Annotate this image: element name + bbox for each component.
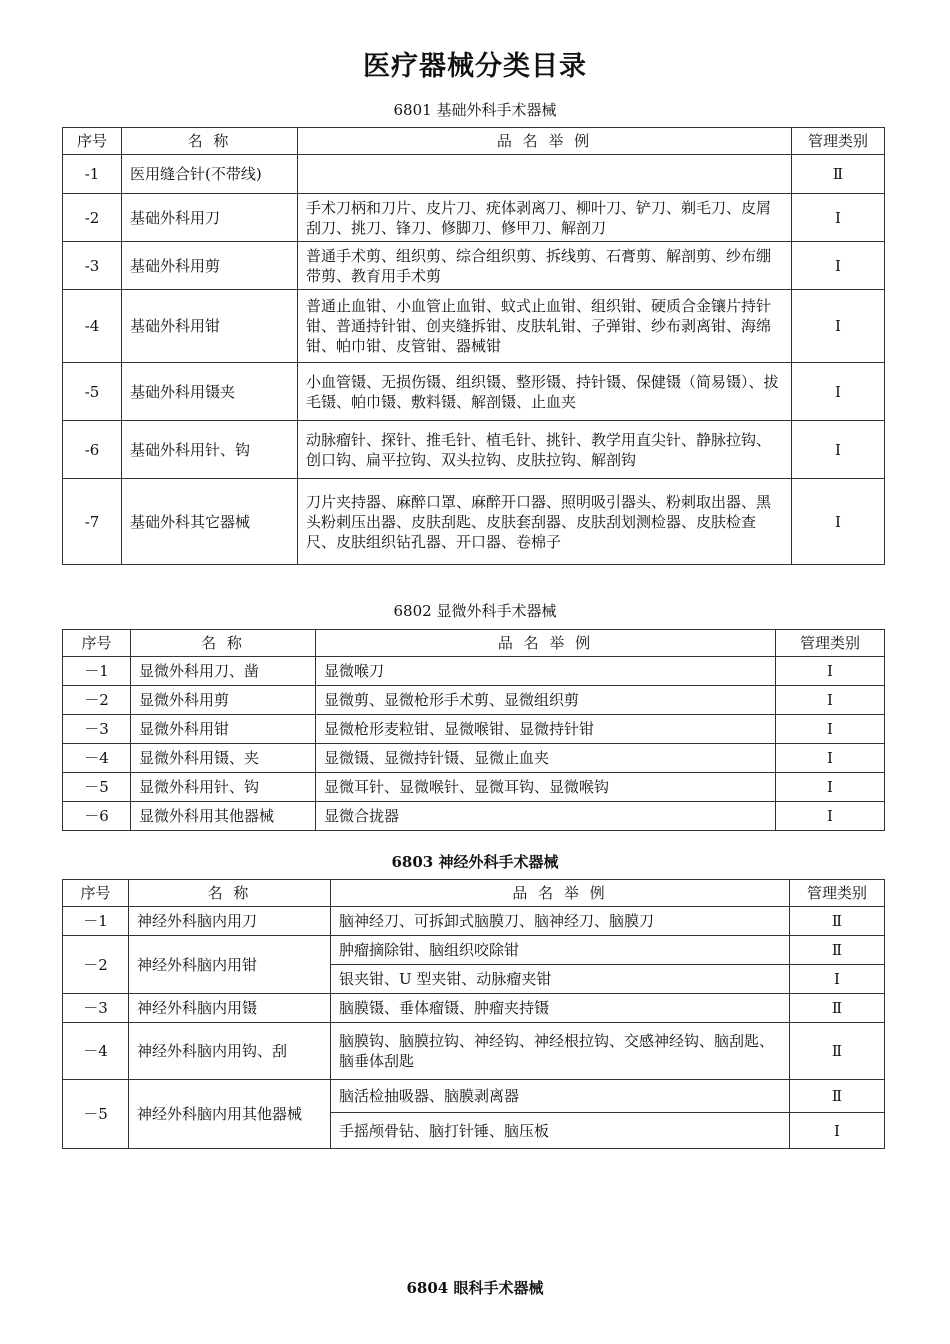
examples-cell: 肿瘤摘除钳、脑组织咬除钳 — [331, 936, 790, 965]
name-cell: 显微外科用其他器械 — [131, 802, 316, 831]
class-cell: Ⅰ — [776, 744, 885, 773]
table-row — [63, 155, 885, 194]
table-row — [63, 936, 885, 965]
class-cell: Ⅱ — [790, 1080, 885, 1113]
table-row — [63, 479, 885, 565]
class-cell: Ⅰ — [792, 479, 885, 565]
examples-cell — [298, 155, 792, 194]
seq-cell: －2 — [63, 936, 129, 994]
class-cell: Ⅰ — [792, 242, 885, 290]
table-row — [63, 994, 885, 1023]
class-cell: Ⅰ — [790, 965, 885, 994]
seq-cell: －1 — [63, 907, 129, 936]
header-name: 名 称 — [122, 128, 298, 155]
seq-cell: -7 — [63, 479, 122, 565]
name-cell: 神经外科脑内用钩、刮 — [129, 1023, 331, 1080]
name-cell: 医用缝合针(不带线) — [122, 155, 298, 194]
header-seq: 序号 — [63, 630, 131, 657]
header-examples: 品 名 举 例 — [298, 128, 792, 155]
table-row — [63, 686, 885, 715]
class-cell: Ⅰ — [792, 194, 885, 242]
section-heading-6801: 6801 基础外科手术器械 — [393, 101, 557, 119]
examples-cell: 刀片夹持器、麻醉口罩、麻醉开口器、照明吸引器头、粉刺取出器、黑头粉刺压出器、皮肤刮匙、皮肤套刮器、皮肤刮划测检器、皮肤检查尺、皮肤组织钻孔器、开口器、卷棉子 — [298, 479, 792, 565]
examples-cell: 银夹钳、U 型夹钳、动脉瘤夹钳 — [331, 965, 790, 994]
name-cell: 显微外科用剪 — [131, 686, 316, 715]
examples-cell: 普通止血钳、小血管止血钳、蚊式止血钳、组织钳、硬质合金镶片持针钳、普通持针钳、创夹缝拆钳、皮肤轧钳、子弹钳、纱布剥离钳、海绵钳、帕巾钳、皮管钳、器械钳 — [298, 290, 792, 363]
seq-cell: －5 — [63, 773, 131, 802]
class-cell: Ⅱ — [792, 155, 885, 194]
header-examples: 品 名 举 例 — [316, 630, 776, 657]
table-row — [63, 290, 885, 363]
header-row — [63, 128, 885, 155]
examples-cell: 小血管镊、无损伤镊、组织镊、整形镊、持针镊、保健镊（简易镊）、拔毛镊、帕巾镊、敷料镊、解剖镊、止血夹 — [298, 363, 792, 421]
document-title: 医疗器械分类目录 — [363, 51, 587, 82]
class-cell: Ⅰ — [776, 686, 885, 715]
examples-cell: 脑膜钩、脑膜拉钩、神经钩、神经根拉钩、交感神经钩、脑刮匙、脑垂体刮匙 — [331, 1023, 790, 1080]
seq-cell: －6 — [63, 802, 131, 831]
examples-cell: 脑活检抽吸器、脑膜剥离器 — [331, 1080, 790, 1113]
class-cell: Ⅰ — [776, 715, 885, 744]
seq-cell: －2 — [63, 686, 131, 715]
class-cell: Ⅱ — [790, 936, 885, 965]
class-cell: Ⅰ — [792, 363, 885, 421]
class-cell: Ⅰ — [792, 290, 885, 363]
class-cell: Ⅰ — [792, 421, 885, 479]
seq-cell: －4 — [63, 744, 131, 773]
table-row — [63, 242, 885, 290]
class-cell: Ⅰ — [776, 657, 885, 686]
name-cell: 显微外科用镊、夹 — [131, 744, 316, 773]
name-cell: 神经外科脑内用镊 — [129, 994, 331, 1023]
class-cell: Ⅱ — [790, 994, 885, 1023]
table-row — [63, 1080, 885, 1113]
header-class: 管理类别 — [776, 630, 885, 657]
seq-cell: －3 — [63, 994, 129, 1023]
header-name: 名 称 — [129, 880, 331, 907]
header-seq: 序号 — [63, 128, 122, 155]
examples-cell: 手摇颅骨钻、脑打针锤、脑压板 — [331, 1113, 790, 1149]
name-cell: 神经外科脑内用其他器械 — [129, 1080, 331, 1149]
class-cell: Ⅱ — [790, 907, 885, 936]
name-cell: 显微外科用针、钩 — [131, 773, 316, 802]
class-cell: Ⅰ — [776, 773, 885, 802]
examples-cell: 脑神经刀、可拆卸式脑膜刀、脑神经刀、脑膜刀 — [331, 907, 790, 936]
examples-cell: 显微喉刀 — [316, 657, 776, 686]
table-row — [63, 907, 885, 936]
table-row — [63, 773, 885, 802]
name-cell: 神经外科脑内用刀 — [129, 907, 331, 936]
table-row — [63, 715, 885, 744]
seq-cell: －5 — [63, 1080, 129, 1149]
name-cell: 神经外科脑内用钳 — [129, 936, 331, 994]
class-cell: Ⅱ — [790, 1023, 885, 1080]
section-heading-6803: 6803 神经外科手术器械 — [391, 853, 559, 871]
examples-cell: 显微剪、显微枪形手术剪、显微组织剪 — [316, 686, 776, 715]
name-cell: 基础外科用镊夹 — [122, 363, 298, 421]
examples-cell: 脑膜镊、垂体瘤镊、肿瘤夹持镊 — [331, 994, 790, 1023]
seq-cell: －1 — [63, 657, 131, 686]
table-row — [63, 802, 885, 831]
examples-cell: 显微合拢器 — [316, 802, 776, 831]
examples-cell: 显微枪形麦粒钳、显微喉钳、显微持针钳 — [316, 715, 776, 744]
seq-cell: -5 — [63, 363, 122, 421]
section-heading-6802: 6802 显微外科手术器械 — [393, 602, 557, 620]
seq-cell: -4 — [63, 290, 122, 363]
header-seq: 序号 — [63, 880, 129, 907]
name-cell: 显微外科用刀、凿 — [131, 657, 316, 686]
table-row — [63, 421, 885, 479]
name-cell: 显微外科用钳 — [131, 715, 316, 744]
seq-cell: －4 — [63, 1023, 129, 1080]
name-cell: 基础外科用钳 — [122, 290, 298, 363]
header-class: 管理类别 — [792, 128, 885, 155]
seq-cell: -1 — [63, 155, 122, 194]
section-heading-6804: 6804 眼科手术器械 — [406, 1279, 544, 1297]
table-row — [63, 194, 885, 242]
table-6802 — [62, 629, 885, 831]
class-cell: Ⅰ — [790, 1113, 885, 1149]
examples-cell: 普通手术剪、组织剪、综合组织剪、拆线剪、石膏剪、解剖剪、纱布绷带剪、教育用手术剪 — [298, 242, 792, 290]
header-name: 名 称 — [131, 630, 316, 657]
examples-cell: 手术刀柄和刀片、皮片刀、疣体剥离刀、柳叶刀、铲刀、剃毛刀、皮屑刮刀、挑刀、锋刀、修脚刀、修甲刀、解剖刀 — [298, 194, 792, 242]
name-cell: 基础外科其它器械 — [122, 479, 298, 565]
header-row — [63, 630, 885, 657]
seq-cell: -6 — [63, 421, 122, 479]
seq-cell: -2 — [63, 194, 122, 242]
examples-cell: 动脉瘤针、探针、推毛针、植毛针、挑针、教学用直尖针、静脉拉钩、创口钩、扁平拉钩、双头拉钩、皮肤拉钩、解剖钩 — [298, 421, 792, 479]
table-row — [63, 657, 885, 686]
table-6801 — [62, 127, 885, 565]
name-cell: 基础外科用针、钩 — [122, 421, 298, 479]
examples-cell: 显微耳针、显微喉针、显微耳钩、显微喉钩 — [316, 773, 776, 802]
table-row — [63, 744, 885, 773]
examples-cell: 显微镊、显微持针镊、显微止血夹 — [316, 744, 776, 773]
class-cell: Ⅰ — [776, 802, 885, 831]
header-class: 管理类别 — [790, 880, 885, 907]
table-6803 — [62, 879, 885, 1149]
name-cell: 基础外科用剪 — [122, 242, 298, 290]
name-cell: 基础外科用刀 — [122, 194, 298, 242]
seq-cell: -3 — [63, 242, 122, 290]
table-row — [63, 1023, 885, 1080]
table-row — [63, 363, 885, 421]
header-row — [63, 880, 885, 907]
seq-cell: －3 — [63, 715, 131, 744]
header-examples: 品 名 举 例 — [331, 880, 790, 907]
